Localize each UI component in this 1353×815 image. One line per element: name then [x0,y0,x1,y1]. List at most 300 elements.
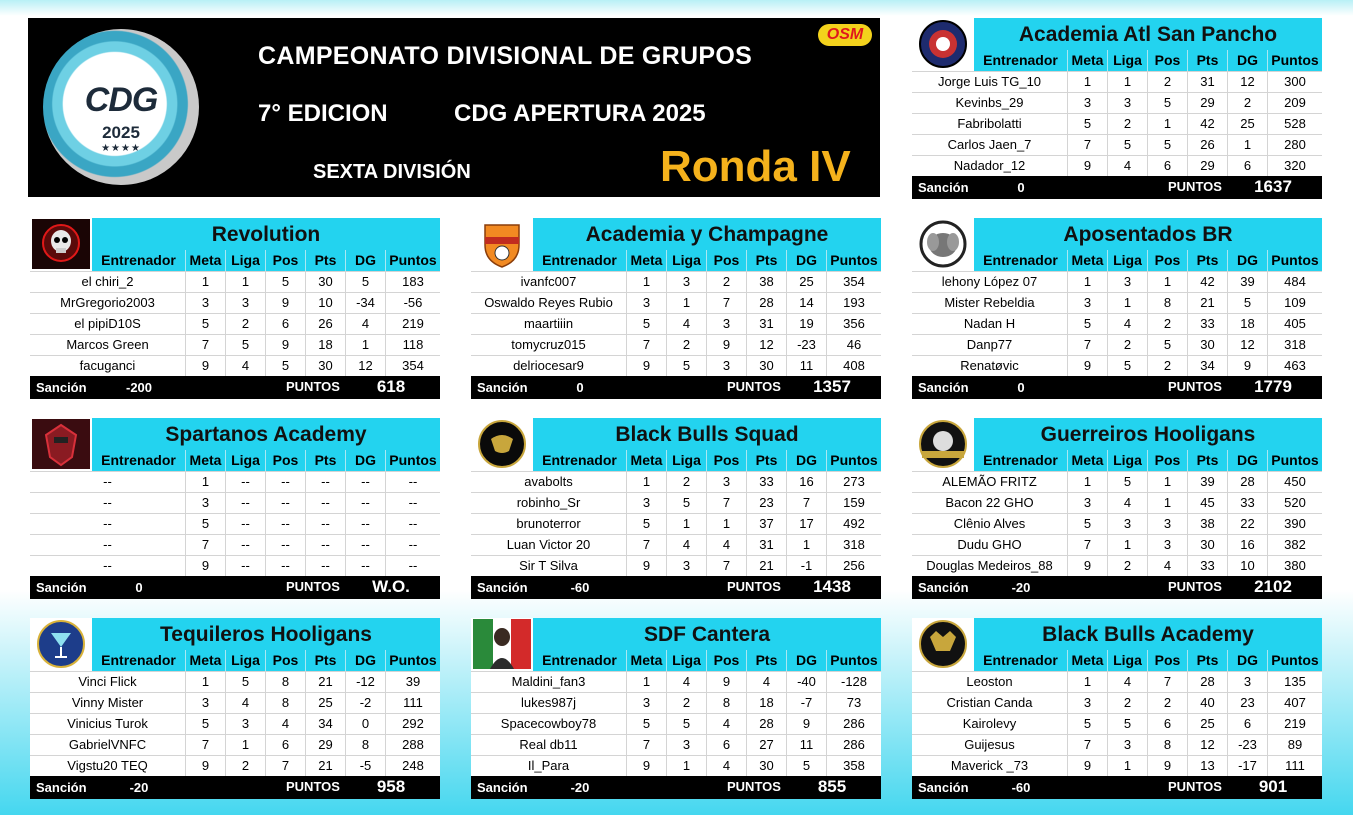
stat-cell: 3 [666,272,706,292]
aposentados-elephant-crest-icon [912,218,974,270]
stat-cell: 5 [1227,293,1267,313]
coach-name-cell: Kevinbs_29 [955,95,1024,110]
column-header: Meta [1067,50,1107,71]
spartanos-warrior-icon [30,418,92,470]
stat-cell: 5 [1067,114,1107,134]
column-header: Pts [1187,450,1227,471]
stat-cell: 12 [1227,335,1267,355]
stat-cell: 11 [786,735,826,755]
stat-cell: 39 [385,672,440,692]
academia-champagne-crest-icon [471,218,533,270]
stat-cell: 286 [826,714,881,734]
stat-cell: 7 [1067,135,1107,155]
table-row [30,492,440,513]
column-header: DG [786,250,826,271]
stat-cell: 5 [185,514,225,534]
table-row [912,71,1322,92]
cdg-logo-year: 2025 [102,123,140,142]
table-header [92,250,440,271]
table-row [30,755,440,776]
column-header: Liga [666,650,706,671]
column-header: Puntos [1267,250,1322,271]
stat-cell: 9 [185,356,225,376]
stat-cell: 12 [746,335,786,355]
stat-cell: 1 [786,535,826,555]
coach-name-cell: Guijesus [964,737,1015,752]
stat-cell: 27 [746,735,786,755]
table-row [912,513,1322,534]
stat-cell: 7 [1067,535,1107,555]
coach-name-cell: Cristian Canda [946,695,1033,710]
stat-cell: 1 [1147,272,1187,292]
edition-label: 7° EDICION [258,100,388,127]
cdg-logo-text: CDG [84,81,158,119]
stat-cell: 5 [1067,714,1107,734]
stat-cell: -- [265,514,305,534]
stat-cell: -- [265,535,305,555]
column-header: DG [1227,450,1267,471]
stat-cell: 3 [1067,493,1107,513]
stat-cell: 30 [305,272,345,292]
team-footer [471,776,881,799]
stat-cell: 7 [265,756,305,776]
stat-cell: 39 [1227,272,1267,292]
stat-cell: 25 [1227,114,1267,134]
coach-name-cell: Nadan H [963,316,1016,331]
puntos-total: 958 [376,777,406,796]
stat-cell: 38 [1187,514,1227,534]
team-footer [912,376,1322,399]
stat-cell: 3 [1107,272,1147,292]
table-row [471,692,881,713]
table-row [912,671,1322,692]
team-footer [30,576,440,599]
stat-cell: 0 [345,714,385,734]
stat-cell: 18 [1227,314,1267,334]
stat-cell: -128 [826,672,881,692]
stat-cell: 26 [1187,135,1227,155]
stat-cell: 8 [265,672,305,692]
stat-cell: 89 [1267,735,1322,755]
stat-cell: 30 [1187,335,1227,355]
column-header: Pos [265,450,305,471]
stat-cell: 42 [1187,272,1227,292]
puntos-total: W.O. [372,577,410,596]
stat-cell: 318 [826,535,881,555]
stat-cell: 3 [706,314,746,334]
stat-cell: 273 [826,472,881,492]
stat-cell: 9 [626,556,666,576]
table-body [912,71,1322,176]
sancion-label: Sanción [36,380,87,395]
stat-cell: -40 [786,672,826,692]
stat-cell: 7 [185,335,225,355]
stat-cell: 19 [786,314,826,334]
stat-cell: 9 [786,714,826,734]
stat-cell: -34 [345,293,385,313]
stat-cell: 382 [1267,535,1322,555]
coach-name-cell: lukes987j [521,695,576,710]
stat-cell: 9 [185,756,225,776]
team-footer [912,576,1322,599]
stat-cell: 4 [746,672,786,692]
stat-cell: -- [345,514,385,534]
stat-cell: 8 [265,693,305,713]
column-header: DG [1227,50,1267,71]
table-row [912,92,1322,113]
stat-cell: 1 [225,735,265,755]
stat-cell: 3 [1067,693,1107,713]
stat-cell: 159 [826,493,881,513]
table-row [30,334,440,355]
stat-cell: 528 [1267,114,1322,134]
stat-cell: 7 [1067,735,1107,755]
stat-cell: 7 [786,493,826,513]
stat-cell: 30 [746,356,786,376]
coach-name-cell: -- [103,495,112,510]
stat-cell: 118 [385,335,440,355]
column-header: DG [345,650,385,671]
guerreiros-hooligans-crest-icon [912,418,974,470]
stat-cell: 34 [1187,356,1227,376]
stat-cell: 356 [826,314,881,334]
stat-cell: -- [225,514,265,534]
sancion-label: Sanción [36,780,87,795]
stat-cell: -- [265,493,305,513]
stat-cell: 2 [225,756,265,776]
stat-cell: 9 [1227,356,1267,376]
team-name: Revolution [92,218,440,250]
stat-cell: 18 [305,335,345,355]
table-row [912,492,1322,513]
stat-cell: 3 [1147,535,1187,555]
column-header: Meta [1067,650,1107,671]
column-header: Pts [746,650,786,671]
stat-cell: 219 [385,314,440,334]
stat-cell: 5 [1147,335,1187,355]
puntos-total: 1637 [1254,177,1292,196]
column-header: Entrenador [101,252,176,268]
table-row [30,692,440,713]
coach-name-cell: Vinci Flick [78,674,137,689]
table-body [30,471,440,576]
column-header: Puntos [1267,450,1322,471]
stat-cell: 1 [1147,472,1187,492]
stat-cell: 2 [666,472,706,492]
stat-cell: 3 [626,293,666,313]
stat-cell: 358 [826,756,881,776]
stat-cell: 5 [265,272,305,292]
stat-cell: 7 [626,535,666,555]
stat-cell: 9 [706,672,746,692]
stat-cell: -- [305,493,345,513]
column-header: Liga [1107,450,1147,471]
table-row [471,271,881,292]
stat-cell: 22 [1227,514,1267,534]
sdf-cantera-portrait-icon [471,618,533,670]
stat-cell: 3 [1107,514,1147,534]
team-card [30,418,440,599]
puntos-total: 2102 [1254,577,1292,596]
stat-cell: 209 [1267,93,1322,113]
coach-name-cell: Real db11 [519,737,578,752]
stat-cell: 9 [265,335,305,355]
stat-cell: 6 [265,314,305,334]
coach-name-cell: Dudu GHO [957,537,1022,552]
stat-cell: 5 [666,493,706,513]
stat-cell: 17 [786,514,826,534]
stat-cell: 1 [706,514,746,534]
stat-cell: 16 [1227,535,1267,555]
team-card [912,618,1322,799]
stat-cell: 5 [786,756,826,776]
sancion-label: Sanción [918,580,969,595]
stat-cell: 484 [1267,272,1322,292]
team-card [912,218,1322,399]
stat-cell: 7 [185,735,225,755]
column-header: DG [1227,250,1267,271]
table-row [30,534,440,555]
column-header: Liga [666,250,706,271]
table-row [471,713,881,734]
table-row [471,513,881,534]
table-row [912,134,1322,155]
stat-cell: 2 [666,335,706,355]
stat-cell: 300 [1267,72,1322,92]
stat-cell: 7 [626,735,666,755]
coach-name-cell: Jorge Luis TG_10 [937,74,1042,89]
team-name: Academia Atl San Pancho [974,18,1322,50]
stat-cell: -- [225,472,265,492]
stat-cell: 23 [746,493,786,513]
stat-cell: 390 [1267,514,1322,534]
stat-cell: -2 [345,693,385,713]
stat-cell: 5 [1147,93,1187,113]
table-row [912,755,1322,776]
table-row [30,555,440,576]
table-row [912,355,1322,376]
stat-cell: 4 [666,672,706,692]
stat-cell: 5 [1107,356,1147,376]
stat-cell: 5 [1067,314,1107,334]
stat-cell: -- [305,472,345,492]
table-header [533,650,881,671]
sancion-value: 0 [576,380,584,395]
table-body [912,671,1322,776]
coach-name-cell: Clênio Alves [953,516,1026,531]
stat-cell: 492 [826,514,881,534]
stat-cell: -- [385,514,440,534]
table-header [974,450,1322,471]
stat-cell: 33 [1187,314,1227,334]
stat-cell: 135 [1267,672,1322,692]
stat-cell: 2 [1147,356,1187,376]
stat-cell: 2 [1147,314,1187,334]
stat-cell: 1 [666,293,706,313]
column-header: Liga [225,450,265,471]
stat-cell: 8 [706,693,746,713]
stat-cell: -- [305,556,345,576]
stat-cell: 3 [666,735,706,755]
coach-name-cell: Carlos Jaen_7 [947,137,1032,152]
stat-cell: 4 [1147,556,1187,576]
column-header: Meta [185,450,225,471]
stat-cell: 30 [746,756,786,776]
puntos-total: 1438 [813,577,851,596]
stat-cell: -- [385,535,440,555]
stat-cell: 1 [185,472,225,492]
puntos-label: PUNTOS [286,579,340,594]
puntos-label: PUNTOS [727,779,781,794]
stat-cell: 280 [1267,135,1322,155]
stat-cell: 1 [666,756,706,776]
table-row [471,334,881,355]
stat-cell: 21 [1187,293,1227,313]
table-body [30,271,440,376]
stat-cell: 3 [706,472,746,492]
column-header: Entrenador [101,652,176,668]
column-header: Liga [1107,50,1147,71]
osm-logo-icon: OSM [818,24,872,46]
stat-cell: 21 [305,672,345,692]
table-row [30,513,440,534]
stat-cell: 3 [626,693,666,713]
column-header: Puntos [385,450,440,471]
coach-name-cell: Sir T Silva [519,558,578,573]
stat-cell: 9 [1067,756,1107,776]
stat-cell: 5 [1107,714,1147,734]
round-label: Ronda IV [660,142,851,191]
stat-cell: 39 [1187,472,1227,492]
stat-cell: 1 [185,672,225,692]
column-header: Puntos [1267,650,1322,671]
stat-cell: 318 [1267,335,1322,355]
stat-cell: 4 [706,714,746,734]
stat-cell: 7 [706,493,746,513]
coach-name-cell: GabrielVNFC [68,737,147,752]
table-header [92,450,440,471]
team-card [471,418,881,599]
stat-cell: 2 [1107,114,1147,134]
column-header: Pos [706,250,746,271]
stat-cell: 10 [305,293,345,313]
stat-cell: -- [385,556,440,576]
team-footer [30,776,440,799]
stat-cell: 5 [345,272,385,292]
coach-name-cell: -- [103,474,112,489]
team-card [471,218,881,399]
stat-cell: 111 [385,693,440,713]
puntos-label: PUNTOS [1168,379,1222,394]
stat-cell: 4 [666,314,706,334]
stat-cell: 21 [746,556,786,576]
stat-cell: 1 [626,672,666,692]
coach-name-cell: facuganci [79,358,136,373]
puntos-label: PUNTOS [286,379,340,394]
stat-cell: 2 [706,272,746,292]
column-header: Pos [1147,450,1187,471]
column-header: Meta [1067,250,1107,271]
stat-cell: 4 [1107,493,1147,513]
stat-cell: 9 [1067,156,1107,176]
stat-cell: 354 [826,272,881,292]
stat-cell: 5 [626,714,666,734]
stat-cell: 292 [385,714,440,734]
coach-name-cell: Maldini_fan3 [511,674,586,689]
coach-name-cell: Oswaldo Reyes Rubio [484,295,613,310]
sancion-value: -20 [129,780,149,795]
stat-cell: 1 [225,272,265,292]
team-name: Black Bulls Academy [974,618,1322,650]
stat-cell: 6 [1227,156,1267,176]
stat-cell: 354 [385,356,440,376]
stat-cell: 3 [225,714,265,734]
stat-cell: 38 [746,272,786,292]
column-header: DG [1227,650,1267,671]
table-row [912,692,1322,713]
coach-name-cell: maartiiin [523,316,574,331]
stat-cell: 3 [626,493,666,513]
column-header: Puntos [385,650,440,671]
sancion-label: Sanción [477,380,528,395]
table-row [30,271,440,292]
sancion-value: 0 [1017,380,1025,395]
stat-cell: 1 [626,472,666,492]
stat-cell: 46 [826,335,881,355]
stat-cell: 25 [786,272,826,292]
team-name: Aposentados BR [974,218,1322,250]
coach-name-cell: Il_Para [527,758,570,773]
stat-cell: 25 [305,693,345,713]
table-row [912,713,1322,734]
stat-cell: 1 [185,272,225,292]
team-footer [471,576,881,599]
stat-cell: 4 [225,356,265,376]
stat-cell: -12 [345,672,385,692]
table-row [30,313,440,334]
cdg-logo-icon [43,29,199,185]
tequileros-margarita-crest-icon [30,618,92,670]
coach-name-cell: Spacecowboy78 [500,716,597,731]
sancion-label: Sanción [918,380,969,395]
coach-name-cell: Vinny Mister [71,695,144,710]
stat-cell: 520 [1267,493,1322,513]
stat-cell: 1 [1067,672,1107,692]
stat-cell: 5 [1107,135,1147,155]
column-header: Pts [305,650,345,671]
stat-cell: -- [225,535,265,555]
stat-cell: 2 [1227,93,1267,113]
coach-name-cell: Mister Rebeldia [944,295,1035,310]
table-row [471,555,881,576]
stat-cell: 8 [1147,735,1187,755]
column-header: DG [345,250,385,271]
team-card [30,618,440,799]
stat-cell: 1 [1107,535,1147,555]
stat-cell: 29 [1187,156,1227,176]
stat-cell: 7 [706,556,746,576]
column-header: Liga [666,450,706,471]
stat-cell: 9 [1147,756,1187,776]
stat-cell: 34 [305,714,345,734]
stat-cell: 4 [225,693,265,713]
stat-cell: 9 [626,356,666,376]
stat-cell: 8 [1147,293,1187,313]
stat-cell: 380 [1267,556,1322,576]
table-row [471,534,881,555]
coach-name-cell: -- [103,558,112,573]
stat-cell: 5 [666,356,706,376]
